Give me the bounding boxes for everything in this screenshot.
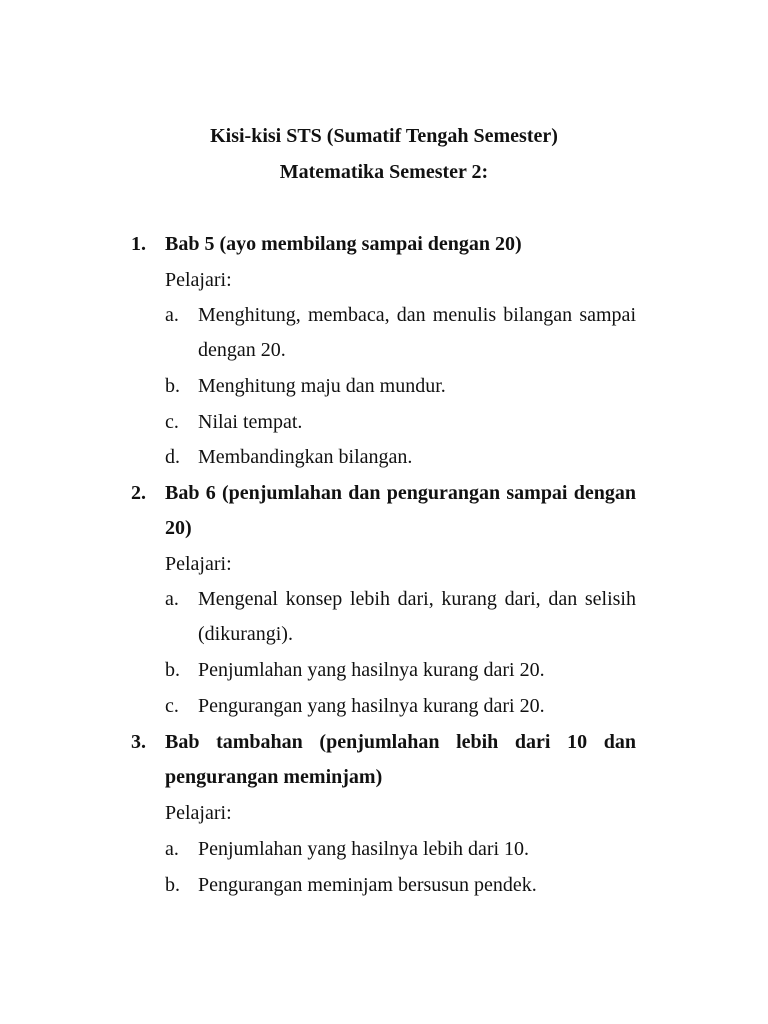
chapter-1-item-d bbox=[165, 445, 636, 469]
document-subtitle: Matematika Semester 2: bbox=[279, 161, 489, 183]
item-text: Membandingkan bilangan. bbox=[198, 446, 413, 468]
item-letter: a. bbox=[165, 304, 179, 326]
chapter-2-item-c bbox=[165, 694, 636, 718]
chapter-2-heading bbox=[131, 481, 636, 546]
item-letter: b. bbox=[165, 659, 180, 681]
chapter-number: 1. bbox=[131, 233, 146, 255]
chapter-3-item-a bbox=[165, 837, 636, 861]
chapter-1-study-label: Pelajari: bbox=[165, 269, 232, 291]
chapter-3-heading bbox=[131, 730, 636, 795]
chapter-title: Bab tambahan (penjumlahan lebih dari 10 dan pengurangan meminjam) bbox=[165, 731, 636, 788]
chapter-2-item-b bbox=[165, 658, 636, 682]
item-text: Pengurangan meminjam bersusun pendek. bbox=[198, 874, 537, 896]
chapter-1-item-a bbox=[165, 303, 636, 368]
chapter-3-study-label: Pelajari: bbox=[165, 802, 232, 824]
chapter-number: 2. bbox=[131, 482, 146, 504]
chapter-1-item-c bbox=[165, 410, 636, 434]
chapter-1-item-b bbox=[165, 374, 636, 398]
chapter-2-item-a bbox=[165, 587, 636, 652]
item-letter: b. bbox=[165, 375, 180, 397]
document-title: Kisi-kisi STS (Sumatif Tengah Semester) bbox=[210, 125, 558, 147]
item-letter: b. bbox=[165, 874, 180, 896]
chapter-number: 3. bbox=[131, 731, 146, 753]
item-text: Mengenal konsep lebih dari, kurang dari, dan selisih (dikurangi). bbox=[198, 588, 636, 645]
item-letter: c. bbox=[165, 411, 179, 433]
chapter-title: Bab 5 (ayo membilang sampai dengan 20) bbox=[165, 233, 522, 255]
item-letter: c. bbox=[165, 695, 179, 717]
chapter-title: Bab 6 (penjumlahan dan pengurangan sampai dengan 20) bbox=[165, 482, 636, 539]
chapter-1-heading bbox=[131, 232, 636, 256]
item-letter: a. bbox=[165, 588, 179, 610]
item-text: Menghitung, membaca, dan menulis bilangan sampai dengan 20. bbox=[198, 304, 636, 361]
chapter-3-item-b bbox=[165, 873, 636, 897]
item-letter: d. bbox=[165, 446, 180, 468]
item-text: Penjumlahan yang hasilnya lebih dari 10. bbox=[198, 838, 530, 860]
item-text: Penjumlahan yang hasilnya kurang dari 20. bbox=[198, 659, 545, 681]
chapter-2-study-label: Pelajari: bbox=[165, 553, 232, 575]
item-letter: a. bbox=[165, 838, 179, 860]
item-text: Nilai tempat. bbox=[198, 411, 303, 433]
item-text: Pengurangan yang hasilnya kurang dari 20. bbox=[198, 695, 545, 717]
item-text: Menghitung maju dan mundur. bbox=[198, 375, 446, 397]
